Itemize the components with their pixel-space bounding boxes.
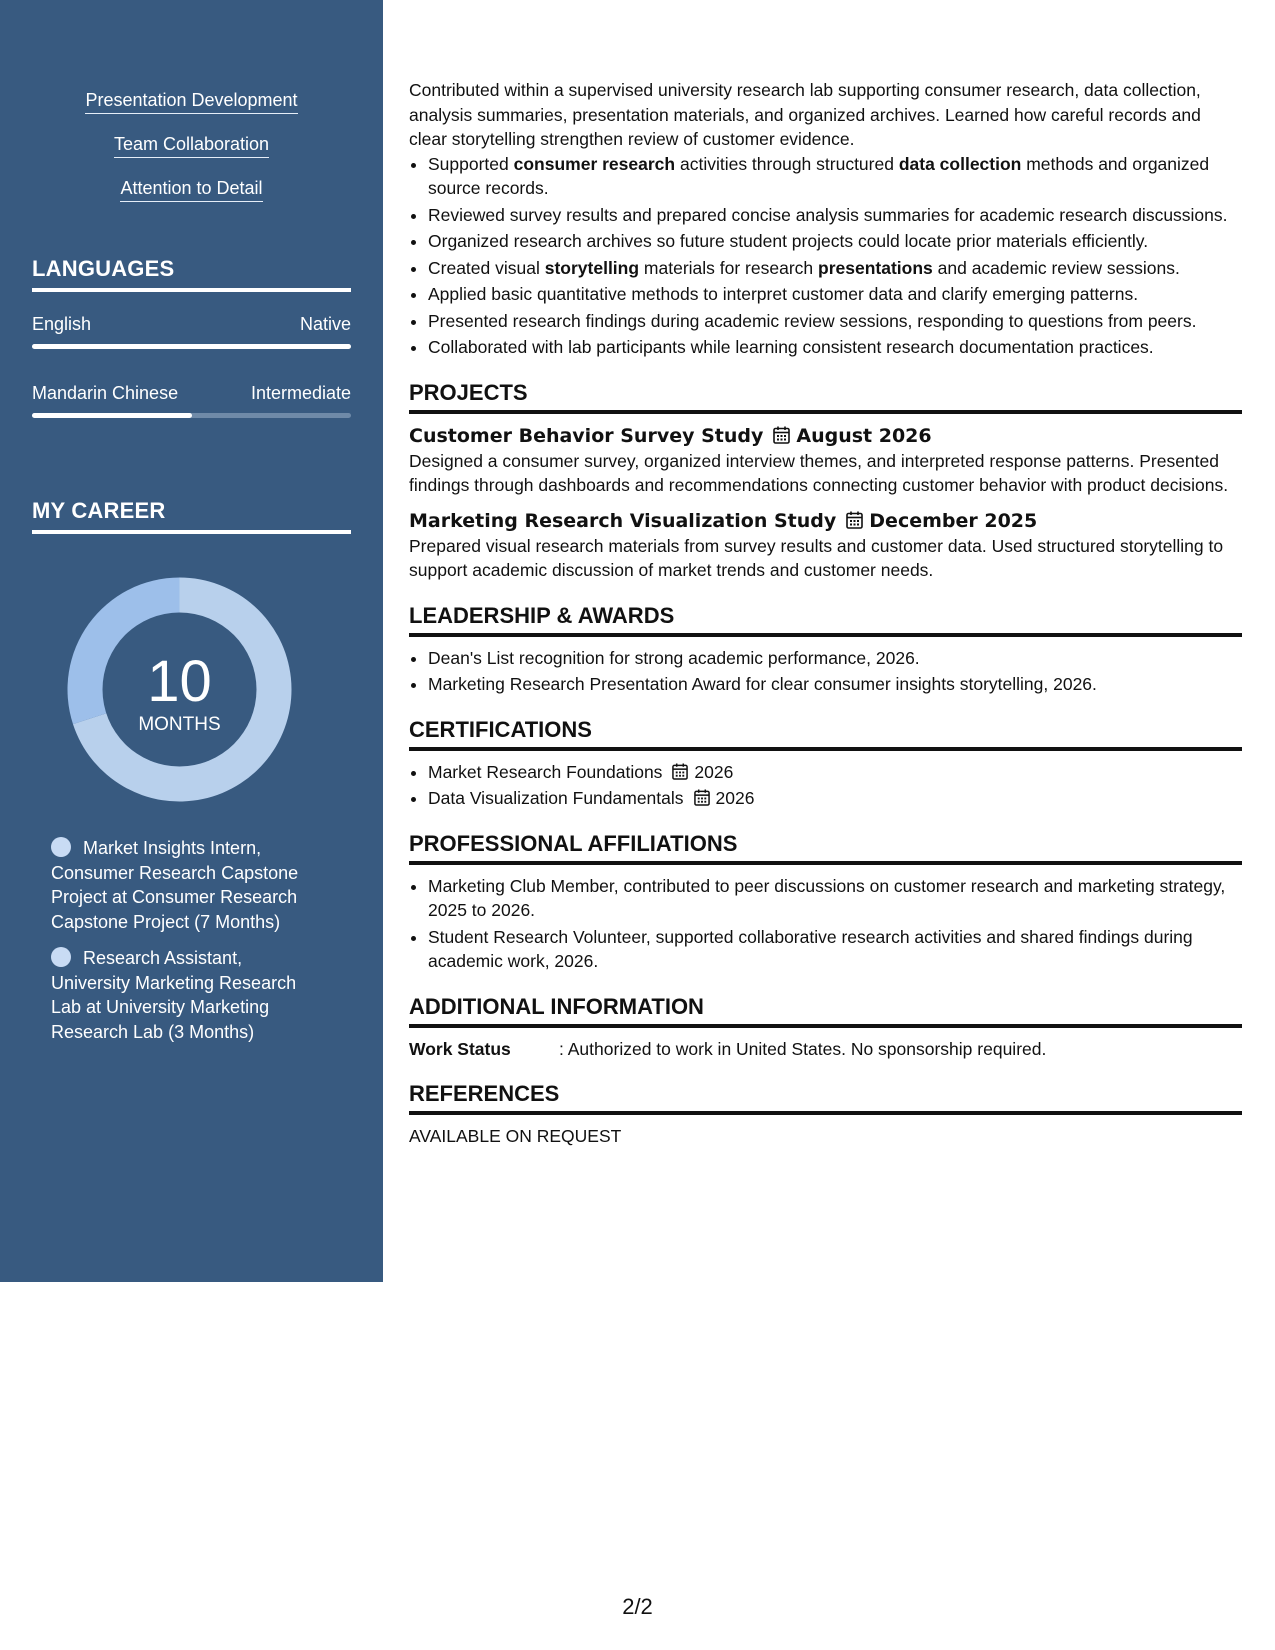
bullet-item: • Reviewed survey results and prepared concise analysis summaries for academic research discussions. (428, 203, 1242, 228)
career-item (51, 836, 316, 934)
bullet-bold: presentations (818, 257, 933, 278)
bullet-bold: consumer research (513, 153, 676, 174)
work-status-row (409, 1037, 1242, 1062)
leadership-heading: LEADERSHIP & AWARDS (409, 603, 1242, 637)
project-description: Prepared visual research materials from survey results and customer data. Used structured storytelling to support academic discussion of market trends and customer needs. (409, 535, 1224, 580)
language-proficiency-fill (32, 413, 192, 418)
project-description: Designed a consumer survey, organized interview themes, and interpreted response patterns. Presented findings through dashboards and recommendations connecting customer behavior with product decisions. (409, 450, 1229, 495)
career-total-value: 10 (147, 649, 212, 714)
calendar-icon (846, 511, 863, 529)
bullet-item (428, 256, 1242, 281)
career-item-text: Research Assistant, University Marketing Research Lab at University Marketing Research Lab (3 Months) (51, 948, 297, 1042)
main-content (409, 78, 1242, 1149)
language-name: English (32, 314, 92, 334)
affiliations-heading: PROFESSIONAL AFFILIATIONS (409, 831, 1242, 865)
certification-year: 2026 (715, 788, 755, 808)
career-donut-chart (67, 577, 292, 802)
bullet-text: Supported (428, 153, 514, 174)
certifications-heading: CERTIFICATIONS (409, 717, 1242, 751)
bullet-item: • Collaborated with lab participants while learning consistent research documentation practices. (428, 335, 1242, 360)
career-dot-icon (51, 947, 71, 967)
certification-name: Data Visualization Fundamentals (428, 788, 684, 808)
bullet-text: methods and organized source records. (428, 153, 1210, 198)
calendar-icon (672, 763, 688, 780)
affiliations-list (409, 874, 1242, 974)
references-heading: REFERENCES (409, 1081, 1242, 1115)
bullet-text: materials for research (639, 257, 819, 278)
certification-name: Market Research Foundations (428, 761, 663, 782)
experience-summary: Contributed within a supervised university research lab supporting consumer research, data collection, analysis summaries, presentation materials, and organized archives. Learned how careful records and clear storytelling strengthen review of customer evidence. (409, 80, 1201, 149)
bullet-bold: storytelling (544, 257, 640, 278)
experience-bullets (409, 152, 1242, 360)
certifications-list (409, 760, 1242, 811)
project-date: August 2026 (796, 424, 932, 447)
bullet-item: • Organized research archives so future student projects could locate prior materials efficiently. (428, 229, 1242, 254)
projects-heading: PROJECTS (409, 380, 1242, 414)
certification-item (428, 786, 1242, 811)
affiliation-item: • Marketing Club Member, contributed to peer discussions on customer research and marketing strategy, 2025 to 2026. (428, 874, 1242, 923)
career-heading: MY CAREER (32, 498, 351, 534)
project-title-row (409, 423, 1242, 449)
leadership-item: • Dean's List recognition for strong academic performance, 2026. (428, 646, 1242, 671)
project-name: Marketing Research Visualization Study (409, 509, 837, 532)
work-status-value: : Authorized to work in United States. No sponsorship required. (559, 1038, 1047, 1059)
project-name: Customer Behavior Survey Study (409, 424, 764, 447)
skill-item: Attention to Detail (120, 177, 262, 202)
skills-list (0, 89, 383, 221)
bullet-text: and academic review sessions. (932, 257, 1180, 278)
project-title-row (409, 508, 1242, 534)
language-level: Native (299, 314, 351, 334)
skill-item: Team Collaboration (114, 133, 269, 158)
affiliation-item: • Student Research Volunteer, supported collaborative research activities and shared findings during academic work, 2026. (428, 925, 1242, 974)
additional-info-heading: ADDITIONAL INFORMATION (409, 994, 1242, 1028)
references-text: AVAILABLE ON REQUEST (409, 1126, 622, 1146)
calendar-icon (773, 426, 790, 444)
page-number: 2/2 (622, 1594, 653, 1619)
project-date: December 2025 (869, 509, 1038, 532)
certification-year: 2026 (694, 761, 734, 782)
language-name: Mandarin Chinese (32, 383, 179, 403)
calendar-icon (694, 789, 710, 806)
language-level: Intermediate (250, 383, 351, 403)
language-proficiency-bar (32, 344, 351, 349)
language-proficiency-fill (32, 344, 351, 349)
bullet-text: activities through structured (675, 153, 899, 174)
leadership-item: • Marketing Research Presentation Award for clear consumer insights storytelling, 2026. (428, 672, 1242, 697)
language-proficiency-bar (32, 413, 351, 418)
bullet-item: • Presented research findings during academic review sessions, responding to questions from peers. (428, 309, 1242, 334)
sidebar (0, 0, 383, 1282)
career-dot-icon (51, 837, 71, 857)
certification-item (428, 760, 1242, 785)
career-item (51, 946, 316, 1044)
bullet-text: Created visual (428, 257, 545, 278)
work-status-label: Work Status (409, 1038, 511, 1059)
bullet-item (428, 152, 1242, 201)
skill-item: Presentation Development (85, 89, 297, 114)
career-item-text: Market Insights Intern, Consumer Research Capstone Project at Consumer Research Capstone Project (7 Months) (51, 838, 299, 932)
leadership-list (409, 646, 1242, 697)
languages-heading: LANGUAGES (32, 256, 351, 292)
career-total-unit: MONTHS (138, 714, 221, 735)
bullet-bold: data collection (898, 153, 1022, 174)
bullet-item: • Applied basic quantitative methods to interpret customer data and clarify emerging patterns. (428, 282, 1242, 307)
